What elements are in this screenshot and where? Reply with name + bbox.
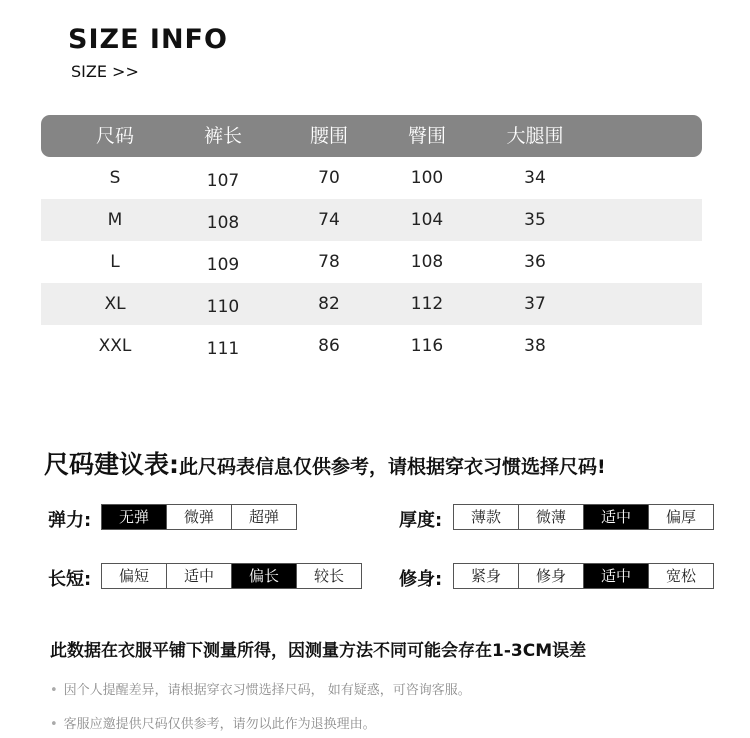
length-option: 适中 <box>166 564 231 588</box>
cell-length: 107 <box>206 171 240 191</box>
measurement-note: 此数据在衣服平铺下测量所得，因测量方法不同可能会存在1-3CM误差 <box>50 641 587 661</box>
thickness-label: 厚度: <box>399 510 443 531</box>
cell-waist: 70 <box>318 168 340 188</box>
cell-size: L <box>110 252 120 272</box>
size-table-header <box>41 115 702 157</box>
length-option: 偏短 <box>102 564 166 588</box>
cell-length: 111 <box>206 339 240 359</box>
cell-thigh: 37 <box>524 294 546 314</box>
elasticity-option: 微弹 <box>166 505 231 529</box>
column-header-hip: 臀围 <box>407 125 446 147</box>
elasticity-label: 弹力: <box>48 510 92 531</box>
thickness-option: 适中 <box>583 505 648 529</box>
tip-item <box>50 679 471 698</box>
thickness-option: 偏厚 <box>648 505 713 529</box>
tip-text: 客服应邀提供尺码仅供参考，请勿以此作为退换理由。 <box>63 717 376 732</box>
length-option: 偏长 <box>231 564 296 588</box>
cell-thigh: 35 <box>524 210 546 230</box>
cell-size: S <box>109 168 121 188</box>
table-row <box>41 325 702 367</box>
fit-option: 适中 <box>583 564 648 588</box>
cell-waist: 86 <box>318 336 340 356</box>
tip-item <box>50 713 376 732</box>
page-title: SIZE INFO <box>68 24 228 55</box>
cell-thigh: 36 <box>524 252 546 272</box>
column-header-waist: 腰围 <box>309 125 348 147</box>
cell-hip: 104 <box>410 210 444 230</box>
cell-size: M <box>107 210 123 230</box>
bullet-icon: • <box>50 717 58 732</box>
fit-label: 修身: <box>399 569 443 590</box>
column-header-length: 裤长 <box>203 125 242 147</box>
fit-option: 宽松 <box>648 564 713 588</box>
tip-text: 因个人提醒差异，请根据穿衣习惯选择尺码， 如有疑惑，可咨询客服。 <box>63 683 471 698</box>
length-label: 长短: <box>48 569 92 590</box>
cell-size: XL <box>104 294 126 314</box>
elasticity-options <box>101 504 297 530</box>
cell-waist: 74 <box>318 210 340 230</box>
cell-length: 108 <box>206 213 240 233</box>
cell-thigh: 34 <box>524 168 546 188</box>
cell-hip: 116 <box>410 336 444 356</box>
table-row <box>41 283 702 325</box>
size-advice <box>44 445 606 481</box>
fit-option: 紧身 <box>454 564 518 588</box>
thickness-options <box>453 504 714 530</box>
size-table <box>41 115 702 367</box>
elasticity-option: 无弹 <box>102 505 166 529</box>
fit-options <box>453 563 714 589</box>
table-row <box>41 241 702 283</box>
column-header-size: 尺码 <box>95 125 134 147</box>
bullet-icon: • <box>50 683 58 698</box>
size-advice-text: 此尺码表信息仅供参考，请根据穿衣习惯选择尺码! <box>179 456 606 478</box>
cell-length: 109 <box>206 255 240 275</box>
fit-option: 修身 <box>518 564 583 588</box>
page-subtitle: SIZE >> <box>71 62 139 81</box>
length-option: 较长 <box>296 564 361 588</box>
size-advice-heading: 尺码建议表: <box>44 450 179 479</box>
thickness-option: 微薄 <box>518 505 583 529</box>
elasticity-option: 超弹 <box>231 505 296 529</box>
column-header-thigh: 大腿围 <box>506 125 564 147</box>
table-row <box>41 157 702 199</box>
length-options <box>101 563 362 589</box>
table-row <box>41 199 702 241</box>
cell-hip: 100 <box>410 168 444 188</box>
cell-thigh: 38 <box>524 336 546 356</box>
cell-hip: 112 <box>410 294 444 314</box>
cell-length: 110 <box>206 297 240 317</box>
cell-hip: 108 <box>410 252 444 272</box>
cell-size: XXL <box>98 336 132 356</box>
cell-waist: 78 <box>318 252 340 272</box>
thickness-option: 薄款 <box>454 505 518 529</box>
cell-waist: 82 <box>318 294 340 314</box>
